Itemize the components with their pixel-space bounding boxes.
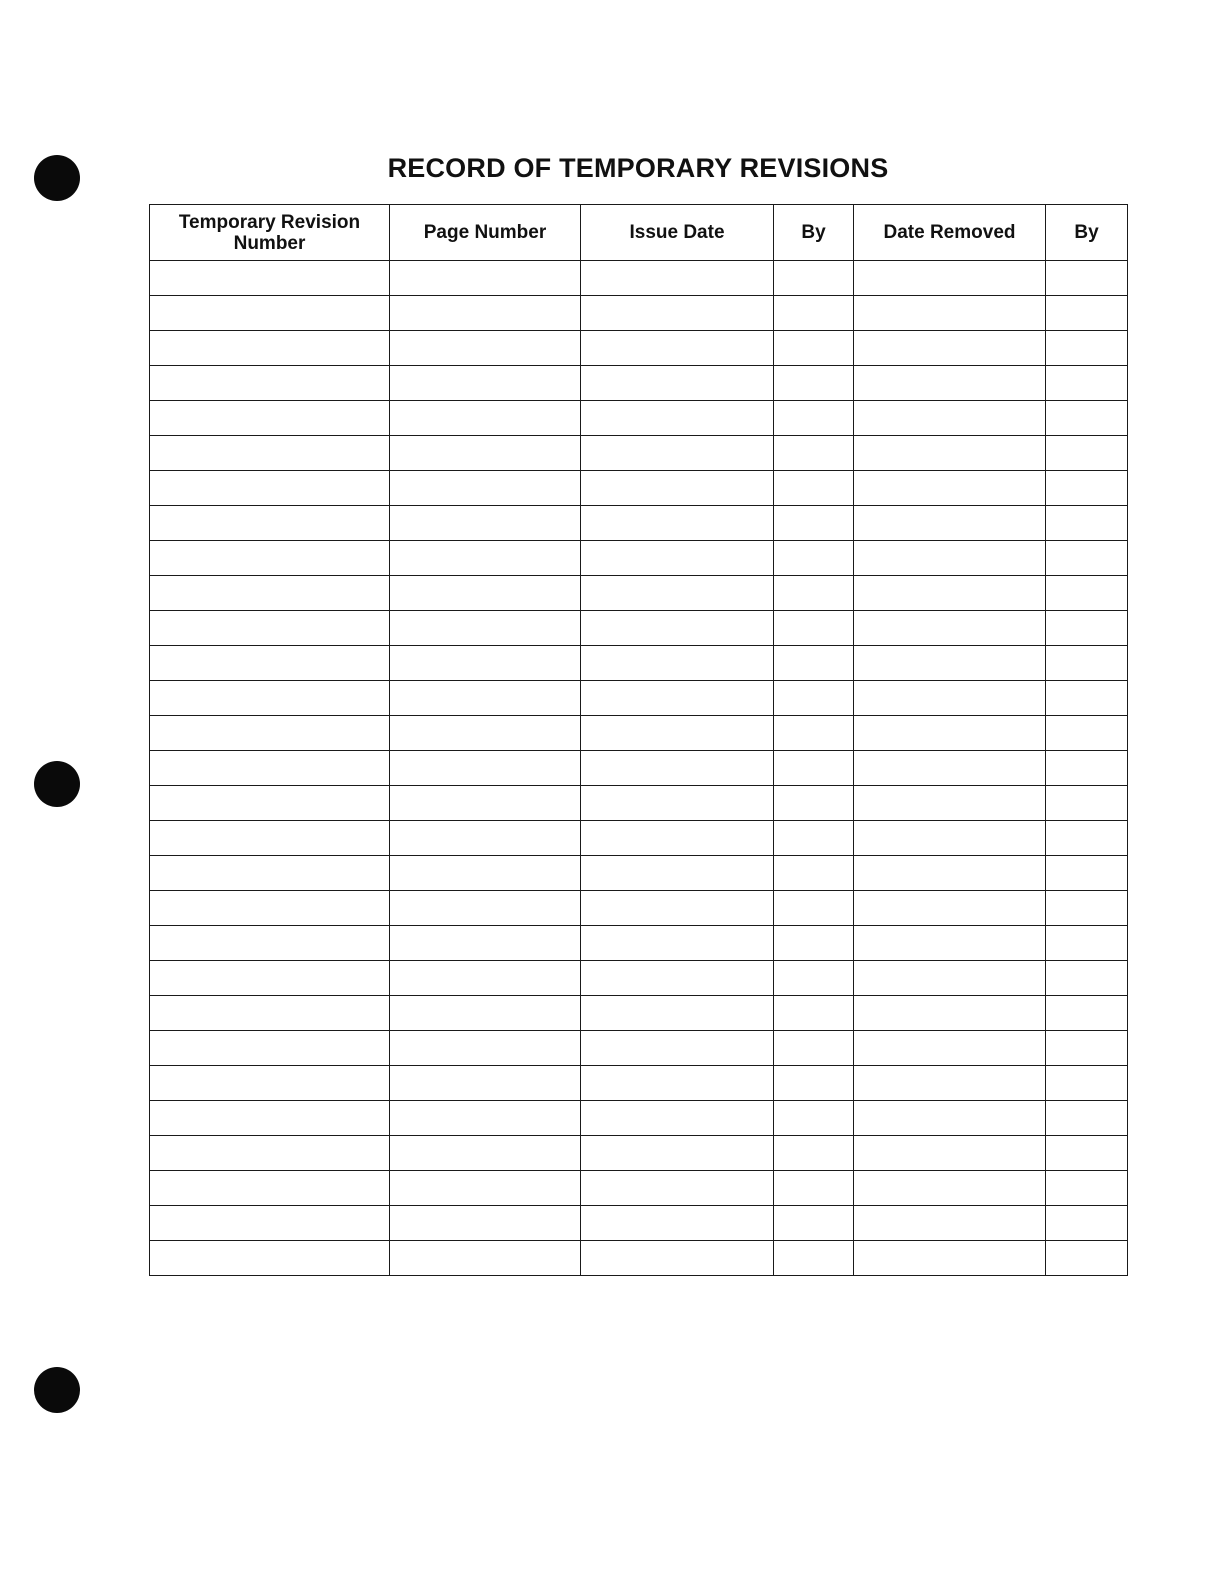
cell-issue-date <box>581 366 774 401</box>
cell-page-number <box>390 996 581 1031</box>
table-row <box>150 961 1128 996</box>
cell-page-number <box>390 1241 581 1276</box>
cell-page-number <box>390 296 581 331</box>
cell-date-removed <box>854 611 1046 646</box>
cell-temporary-revision-number <box>150 681 390 716</box>
table-row <box>150 1241 1128 1276</box>
cell-by <box>774 296 854 331</box>
cell-issue-date <box>581 821 774 856</box>
table-row <box>150 401 1128 436</box>
cell-removed-by <box>1046 1031 1128 1066</box>
cell-page-number <box>390 1171 581 1206</box>
cell-date-removed <box>854 366 1046 401</box>
cell-date-removed <box>854 961 1046 996</box>
cell-removed-by <box>1046 856 1128 891</box>
header-issue-date: Issue Date <box>581 205 774 261</box>
cell-page-number <box>390 506 581 541</box>
cell-page-number <box>390 681 581 716</box>
header-removed-by: By <box>1046 205 1128 261</box>
cell-page-number <box>390 716 581 751</box>
cell-issue-date <box>581 786 774 821</box>
table-row <box>150 296 1128 331</box>
cell-removed-by <box>1046 401 1128 436</box>
cell-issue-date <box>581 961 774 996</box>
table-row <box>150 926 1128 961</box>
cell-issue-date <box>581 1241 774 1276</box>
cell-temporary-revision-number <box>150 1241 390 1276</box>
cell-temporary-revision-number <box>150 891 390 926</box>
cell-removed-by <box>1046 751 1128 786</box>
cell-temporary-revision-number <box>150 821 390 856</box>
cell-date-removed <box>854 576 1046 611</box>
cell-by <box>774 576 854 611</box>
cell-removed-by <box>1046 961 1128 996</box>
cell-by <box>774 1171 854 1206</box>
table-row <box>150 541 1128 576</box>
cell-page-number <box>390 1031 581 1066</box>
cell-by <box>774 1066 854 1101</box>
cell-issue-date <box>581 996 774 1031</box>
cell-temporary-revision-number <box>150 436 390 471</box>
cell-temporary-revision-number <box>150 366 390 401</box>
cell-page-number <box>390 1206 581 1241</box>
cell-by <box>774 1241 854 1276</box>
cell-temporary-revision-number <box>150 1171 390 1206</box>
cell-by <box>774 401 854 436</box>
cell-issue-date <box>581 576 774 611</box>
cell-removed-by <box>1046 786 1128 821</box>
table-row <box>150 681 1128 716</box>
cell-date-removed <box>854 1241 1046 1276</box>
table-row <box>150 576 1128 611</box>
cell-date-removed <box>854 506 1046 541</box>
table-row <box>150 1031 1128 1066</box>
table-row <box>150 1171 1128 1206</box>
table-row <box>150 1206 1128 1241</box>
cell-removed-by <box>1046 646 1128 681</box>
cell-removed-by <box>1046 716 1128 751</box>
cell-page-number <box>390 926 581 961</box>
cell-date-removed <box>854 1136 1046 1171</box>
table-row <box>150 471 1128 506</box>
cell-page-number <box>390 646 581 681</box>
cell-by <box>774 646 854 681</box>
cell-page-number <box>390 1101 581 1136</box>
cell-date-removed <box>854 786 1046 821</box>
cell-temporary-revision-number <box>150 331 390 366</box>
cell-issue-date <box>581 646 774 681</box>
cell-temporary-revision-number <box>150 506 390 541</box>
cell-removed-by <box>1046 1171 1128 1206</box>
cell-removed-by <box>1046 1101 1128 1136</box>
cell-by <box>774 1206 854 1241</box>
cell-removed-by <box>1046 576 1128 611</box>
cell-page-number <box>390 1066 581 1101</box>
cell-removed-by <box>1046 891 1128 926</box>
cell-date-removed <box>854 331 1046 366</box>
cell-temporary-revision-number <box>150 1066 390 1101</box>
cell-by <box>774 436 854 471</box>
cell-issue-date <box>581 891 774 926</box>
cell-by <box>774 1031 854 1066</box>
punch-hole <box>34 761 80 807</box>
cell-temporary-revision-number <box>150 1101 390 1136</box>
cell-issue-date <box>581 611 774 646</box>
cell-issue-date <box>581 1101 774 1136</box>
cell-removed-by <box>1046 506 1128 541</box>
cell-removed-by <box>1046 436 1128 471</box>
cell-page-number <box>390 891 581 926</box>
cell-issue-date <box>581 401 774 436</box>
table-row <box>150 646 1128 681</box>
cell-temporary-revision-number <box>150 1031 390 1066</box>
page-title: RECORD OF TEMPORARY REVISIONS <box>387 153 889 183</box>
cell-date-removed <box>854 821 1046 856</box>
cell-date-removed <box>854 401 1046 436</box>
cell-issue-date <box>581 541 774 576</box>
table-row <box>150 891 1128 926</box>
cell-page-number <box>390 401 581 436</box>
cell-date-removed <box>854 436 1046 471</box>
cell-date-removed <box>854 541 1046 576</box>
table-header-row <box>150 205 1128 261</box>
cell-by <box>774 366 854 401</box>
cell-by <box>774 926 854 961</box>
cell-removed-by <box>1046 261 1128 296</box>
cell-issue-date <box>581 751 774 786</box>
table-row <box>150 996 1128 1031</box>
cell-date-removed <box>854 1066 1046 1101</box>
cell-removed-by <box>1046 366 1128 401</box>
cell-page-number <box>390 541 581 576</box>
table-row <box>150 1136 1128 1171</box>
cell-page-number <box>390 436 581 471</box>
header-temporary-revision-number: Temporary Revision Number <box>150 205 390 261</box>
cell-by <box>774 751 854 786</box>
cell-date-removed <box>854 1171 1046 1206</box>
cell-by <box>774 961 854 996</box>
cell-by <box>774 856 854 891</box>
cell-date-removed <box>854 996 1046 1031</box>
table-body <box>150 261 1128 1276</box>
cell-date-removed <box>854 751 1046 786</box>
cell-page-number <box>390 1136 581 1171</box>
cell-issue-date <box>581 471 774 506</box>
table-row <box>150 1101 1128 1136</box>
cell-by <box>774 506 854 541</box>
table-row <box>150 751 1128 786</box>
cell-temporary-revision-number <box>150 1206 390 1241</box>
cell-date-removed <box>854 646 1046 681</box>
cell-date-removed <box>854 261 1046 296</box>
cell-removed-by <box>1046 1241 1128 1276</box>
cell-issue-date <box>581 506 774 541</box>
cell-date-removed <box>854 926 1046 961</box>
cell-page-number <box>390 331 581 366</box>
cell-by <box>774 471 854 506</box>
table-row <box>150 1066 1128 1101</box>
cell-by <box>774 786 854 821</box>
table-row <box>150 366 1128 401</box>
cell-by <box>774 261 854 296</box>
cell-by <box>774 996 854 1031</box>
cell-removed-by <box>1046 471 1128 506</box>
cell-temporary-revision-number <box>150 961 390 996</box>
cell-temporary-revision-number <box>150 646 390 681</box>
header-date-removed: Date Removed <box>854 205 1046 261</box>
cell-temporary-revision-number <box>150 926 390 961</box>
table-row <box>150 331 1128 366</box>
cell-removed-by <box>1046 541 1128 576</box>
punch-hole <box>34 1367 80 1413</box>
cell-date-removed <box>854 1101 1046 1136</box>
cell-removed-by <box>1046 331 1128 366</box>
cell-temporary-revision-number <box>150 716 390 751</box>
cell-issue-date <box>581 331 774 366</box>
cell-by <box>774 1101 854 1136</box>
cell-page-number <box>390 856 581 891</box>
cell-removed-by <box>1046 1206 1128 1241</box>
cell-by <box>774 1136 854 1171</box>
cell-by <box>774 331 854 366</box>
cell-temporary-revision-number <box>150 261 390 296</box>
cell-page-number <box>390 261 581 296</box>
cell-by <box>774 821 854 856</box>
cell-issue-date <box>581 1206 774 1241</box>
cell-issue-date <box>581 1171 774 1206</box>
table-row <box>150 436 1128 471</box>
cell-removed-by <box>1046 996 1128 1031</box>
punch-hole <box>34 155 80 201</box>
cell-temporary-revision-number <box>150 1136 390 1171</box>
cell-temporary-revision-number <box>150 471 390 506</box>
cell-date-removed <box>854 296 1046 331</box>
cell-by <box>774 891 854 926</box>
cell-page-number <box>390 366 581 401</box>
cell-date-removed <box>854 681 1046 716</box>
cell-issue-date <box>581 681 774 716</box>
table-row <box>150 786 1128 821</box>
cell-removed-by <box>1046 926 1128 961</box>
cell-removed-by <box>1046 681 1128 716</box>
table-row <box>150 821 1128 856</box>
cell-issue-date <box>581 436 774 471</box>
cell-date-removed <box>854 891 1046 926</box>
cell-date-removed <box>854 1031 1046 1066</box>
header-by: By <box>774 205 854 261</box>
cell-date-removed <box>854 471 1046 506</box>
table-row <box>150 716 1128 751</box>
cell-removed-by <box>1046 1136 1128 1171</box>
cell-by <box>774 716 854 751</box>
cell-removed-by <box>1046 1066 1128 1101</box>
cell-issue-date <box>581 261 774 296</box>
cell-temporary-revision-number <box>150 786 390 821</box>
table-row <box>150 611 1128 646</box>
cell-issue-date <box>581 926 774 961</box>
table-row <box>150 261 1128 296</box>
cell-by <box>774 611 854 646</box>
cell-date-removed <box>854 716 1046 751</box>
table-row <box>150 856 1128 891</box>
cell-issue-date <box>581 1031 774 1066</box>
cell-removed-by <box>1046 296 1128 331</box>
cell-removed-by <box>1046 821 1128 856</box>
cell-page-number <box>390 961 581 996</box>
revisions-table <box>149 204 1128 1276</box>
cell-date-removed <box>854 1206 1046 1241</box>
cell-temporary-revision-number <box>150 611 390 646</box>
cell-issue-date <box>581 716 774 751</box>
cell-temporary-revision-number <box>150 401 390 436</box>
header-page-number: Page Number <box>390 205 581 261</box>
cell-temporary-revision-number <box>150 296 390 331</box>
cell-page-number <box>390 471 581 506</box>
cell-temporary-revision-number <box>150 751 390 786</box>
cell-date-removed <box>854 856 1046 891</box>
cell-page-number <box>390 611 581 646</box>
cell-page-number <box>390 786 581 821</box>
cell-page-number <box>390 751 581 786</box>
cell-page-number <box>390 576 581 611</box>
cell-page-number <box>390 821 581 856</box>
cell-issue-date <box>581 1136 774 1171</box>
cell-issue-date <box>581 856 774 891</box>
table-row <box>150 506 1128 541</box>
cell-by <box>774 681 854 716</box>
cell-temporary-revision-number <box>150 576 390 611</box>
cell-issue-date <box>581 296 774 331</box>
cell-temporary-revision-number <box>150 856 390 891</box>
cell-removed-by <box>1046 611 1128 646</box>
cell-issue-date <box>581 1066 774 1101</box>
cell-temporary-revision-number <box>150 996 390 1031</box>
cell-by <box>774 541 854 576</box>
cell-temporary-revision-number <box>150 541 390 576</box>
